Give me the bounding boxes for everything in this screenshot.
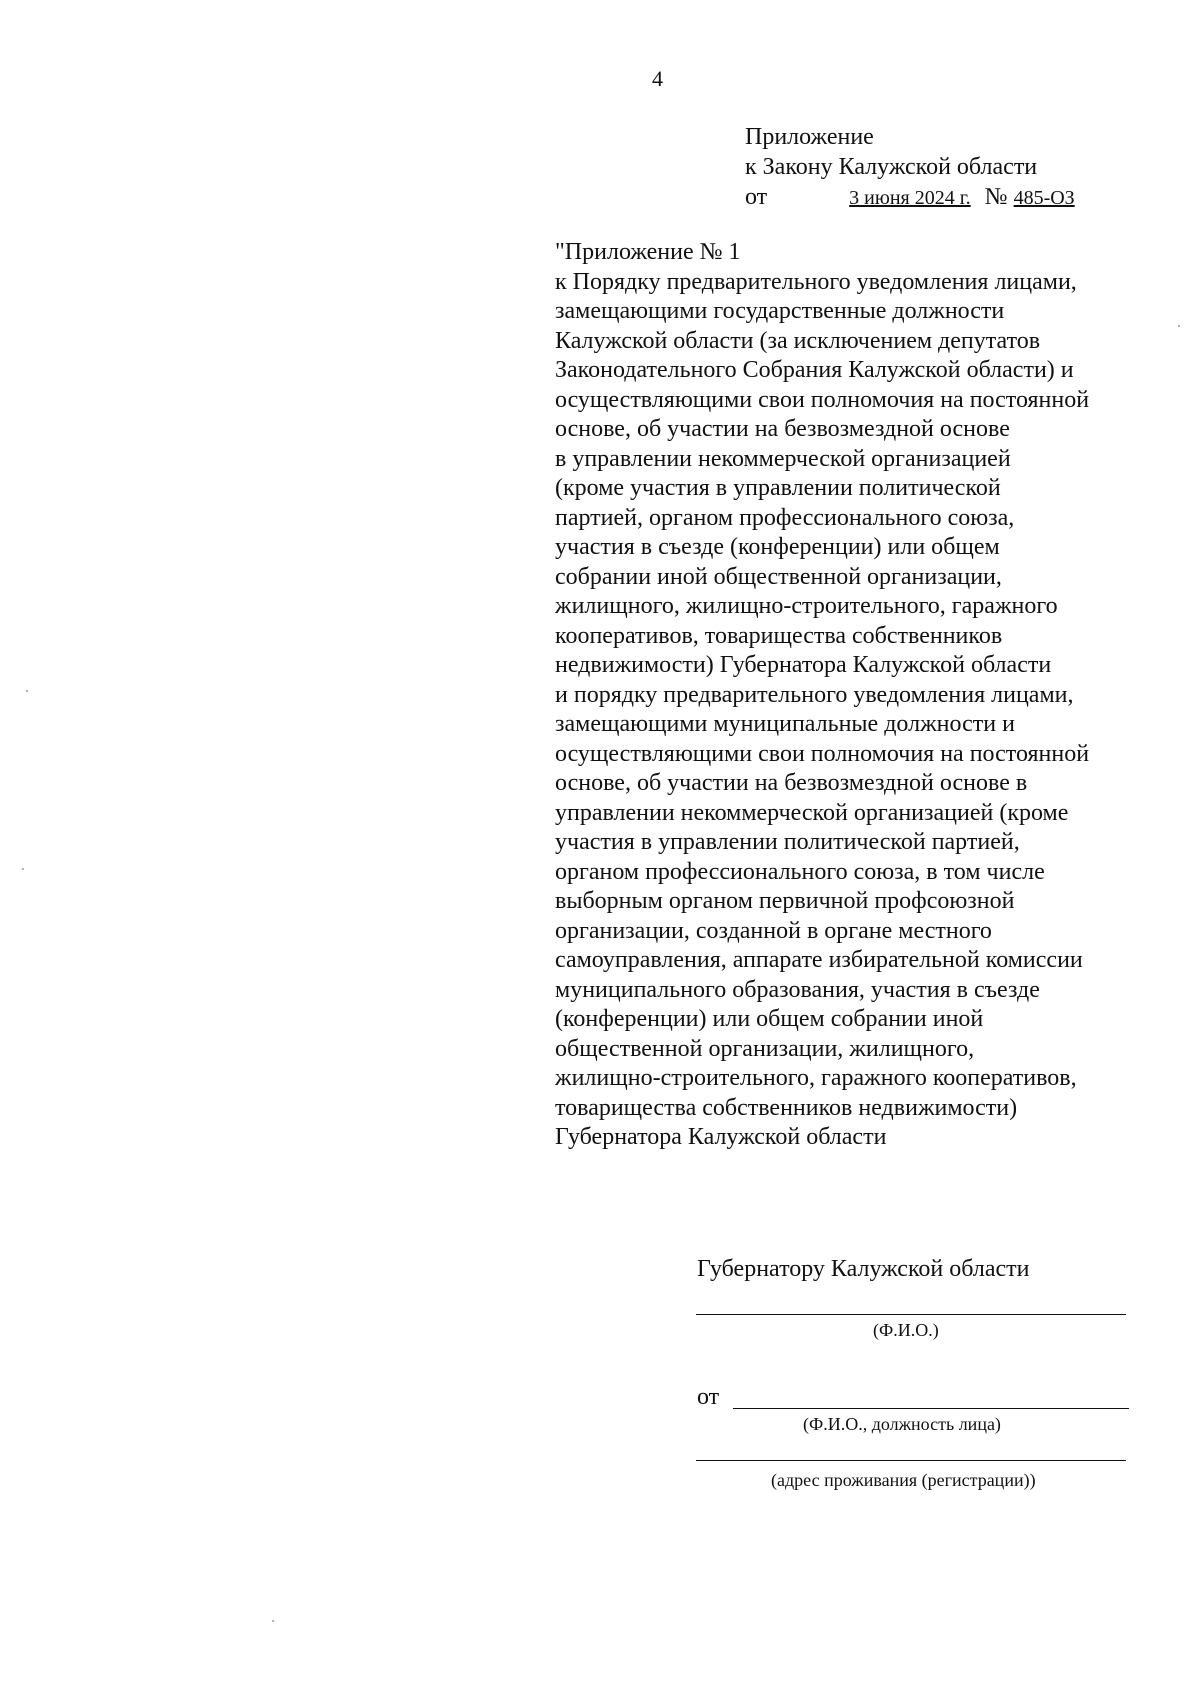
appendix-title-line: организации, созданной в органе местного <box>555 917 992 944</box>
appendix-title-line: к Порядку предварительного уведомления лицами, <box>555 268 1077 295</box>
appendix-title-line: жилищного, жилищно-строительного, гаражного <box>555 593 1058 619</box>
appendix-title-block <box>555 238 1155 1153</box>
appendix-title-line: участия в управлении политической партией, <box>555 829 1020 855</box>
appendix-title-line: участия в съезде (конференции) или общем <box>555 534 1000 560</box>
appendix-title-line: замещающими муниципальные должности и <box>555 711 1015 737</box>
appendix-title-line: осуществляющими свои полномочия на постоянной <box>555 386 1090 413</box>
fio-position-blank-line <box>733 1408 1129 1409</box>
page-number: 4 <box>652 66 663 91</box>
appendix-title-line: "Приложение № 1 <box>555 239 741 265</box>
header-law-reference: к Закону Калужской области <box>745 154 1038 180</box>
scan-speck <box>272 1620 274 1622</box>
address-blank-line <box>696 1460 1126 1461</box>
appendix-title-line: выборным органом первичной профсоюзной <box>555 888 1015 914</box>
number-sign: № <box>984 184 1008 210</box>
appendix-title-line: Губернатора Калужской области <box>555 1124 887 1150</box>
appendix-title-line: Законодательного Собрания Калужской области) и <box>555 357 1074 383</box>
appendix-title-line: кооперативов, товарищества собственников <box>555 622 1003 649</box>
appendix-title-line: осуществляющими свои полномочия на постоянной <box>555 740 1090 767</box>
appendix-title-line: органом профессионального союза, в том числе <box>555 858 1045 885</box>
appendix-title-line: основе, об участии на безвозмездной основе в <box>555 770 1028 796</box>
header-date-number-line <box>745 182 1093 213</box>
address-caption: (адрес проживания (регистрации)) <box>771 1470 1036 1490</box>
appendix-title-line: Калужской области (за исключением депутатов <box>555 327 1041 354</box>
appendix-title-line: недвижимости) Губернатора Калужской области <box>555 652 1052 678</box>
date-prefix: от <box>745 184 768 210</box>
appendix-title-line: управлении некоммерческой организацией (кроме <box>555 799 1069 826</box>
appendix-title-line: муниципального образования, участия в съезде <box>555 976 1040 1003</box>
appendix-title-line: и порядку предварительного уведомления лицами, <box>555 681 1074 708</box>
appendix-title-line: (конференции) или общем собрании иной <box>555 1006 984 1032</box>
law-date: 3 июня 2024 г. <box>849 187 971 209</box>
fio-position-caption: (Ф.И.О., должность лица) <box>803 1414 1001 1434</box>
header-title: Приложение <box>745 124 874 150</box>
appendix-title-line: товарищества собственников недвижимости) <box>555 1094 1018 1121</box>
fio-blank-line <box>696 1314 1126 1315</box>
appendix-title-line: (кроме участия в управлении политической <box>555 475 1001 501</box>
scan-speck <box>1178 325 1180 327</box>
appendix-title-line: самоуправления, аппарате избирательной комиссии <box>555 947 1083 973</box>
law-number: 485-ОЗ <box>1013 187 1075 209</box>
appendix-title-line: общественной организации, жилищного, <box>555 1035 975 1062</box>
addressee-line: Губернатору Калужской области <box>697 1256 1030 1282</box>
fio-caption: (Ф.И.О.) <box>873 1320 939 1340</box>
appendix-title-line: собрании иной общественной организации, <box>555 563 1002 590</box>
appendix-title-line: жилищно-строительного, гаражного кооперативов, <box>555 1065 1077 1091</box>
appendix-title-line: замещающими государственные должности <box>555 298 1005 324</box>
from-label: от <box>697 1384 720 1410</box>
scan-speck <box>26 690 28 692</box>
appendix-title-line: партией, органом профессионального союза, <box>555 504 1015 531</box>
appendix-title-line: в управлении некоммерческой организацией <box>555 445 1011 472</box>
appendix-title-line: основе, об участии на безвозмездной основе <box>555 416 1010 442</box>
scan-speck <box>22 868 24 870</box>
appendix-header <box>745 122 1093 213</box>
